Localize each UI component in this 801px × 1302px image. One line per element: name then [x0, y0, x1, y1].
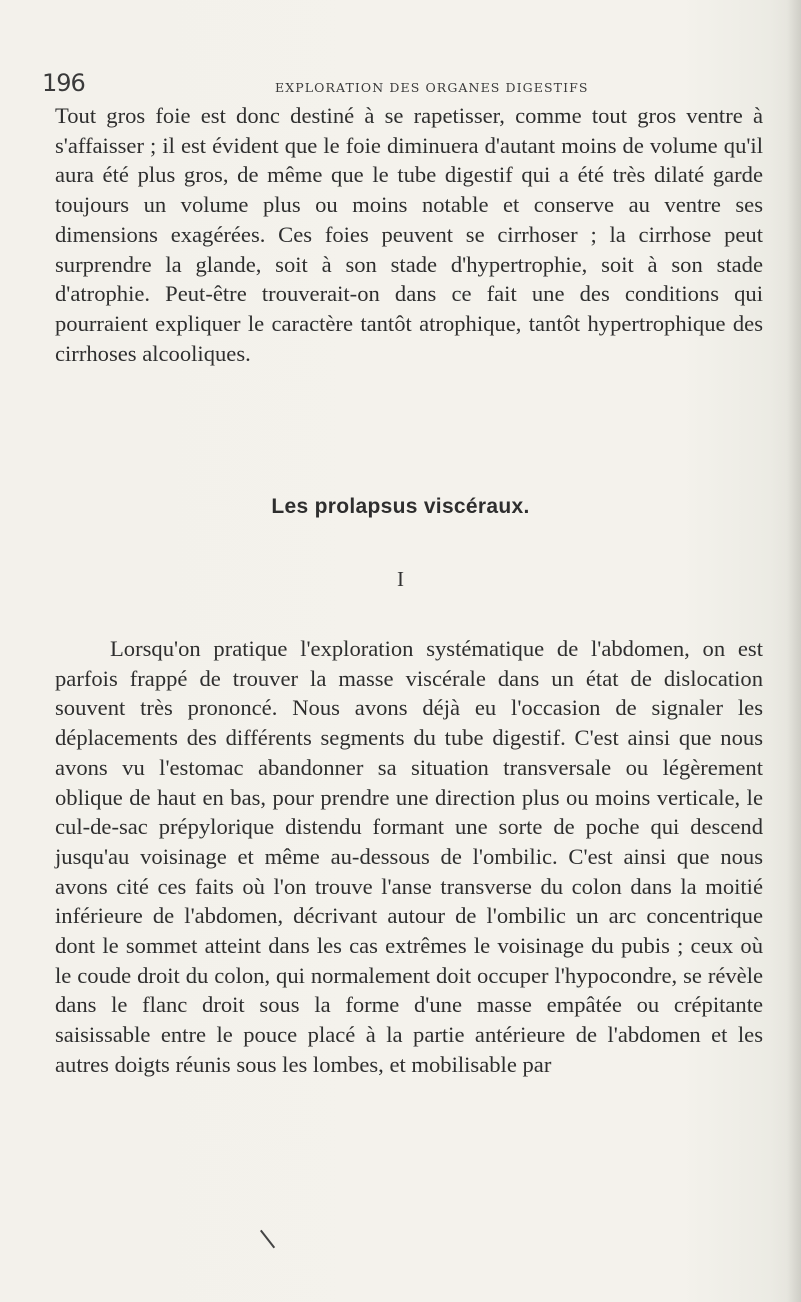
section-numeral: I	[397, 567, 404, 591]
paragraph-liver-cirrhosis: Tout gros foie est donc destiné à se rapetisser, comme tout gros ventre à s'affaisser ; il est évident que le foie diminuera d'autant moins de volume qu'il aura été plus gros, de même que le tube digestif qui a été très dilaté garde toujours un volume plus ou moins notable et conserve au ventre ses dimensions exagérées. Ces foies peuvent se cirrhoser ; la cirrhose peut surprendre la glande, soit à son stade d'hypertrophie, soit à son stade d'atrophie. Peut-être trouverait-on dans ce fait une des conditions qui pourraient expliquer le caractère tantôt atrophique, tantôt hypertrophique des cirrhoses alcooliques.	[55, 103, 763, 366]
section-title: Les prolapsus viscéraux.	[271, 495, 530, 518]
page-number: 196	[42, 69, 85, 97]
paragraph-visceral-prolapse: Lorsqu'on pratique l'exploration systématique de l'abdomen, on est parfois frappé de trouver la masse viscérale dans un état de dislocation souvent très prononcé. Nous avons déjà eu l'occasion de signaler les déplacements des différents segments du tube digestif. C'est ainsi que nous avons vu l'estomac abandonner sa situation transversale ou légèrement oblique de haut en bas, pour prendre une direction plus ou moins verticale, le cul-de-sac prépylorique distendu formant une sorte de poche qui descend jusqu'au voisinage et même au-dessous de l'ombilic. C'est ainsi que nous avons cité ces faits où l'on trouve l'anse transverse du colon dans la moitié inférieure de l'abdomen, décrivant autour de l'ombilic un arc concentrique dont le sommet atteint dans les cas extrêmes le voisinage du pubis ; ceux où le coude droit du colon, qui normalement doit occuper l'hypocondre, se révèle dans le flanc droit sous la forme d'une masse empâtée ou crépitante saisissable entre le pouce placé à la partie antérieure de l'abdomen et les autres doigts réunis sous les lombes, et mobilisable par	[55, 636, 763, 1077]
stray-pen-mark	[260, 1230, 275, 1249]
page-header	[40, 69, 760, 103]
running-head: EXPLORATION DES ORGANES DIGESTIFS	[275, 80, 589, 95]
page-edge-shadow	[787, 0, 801, 1302]
